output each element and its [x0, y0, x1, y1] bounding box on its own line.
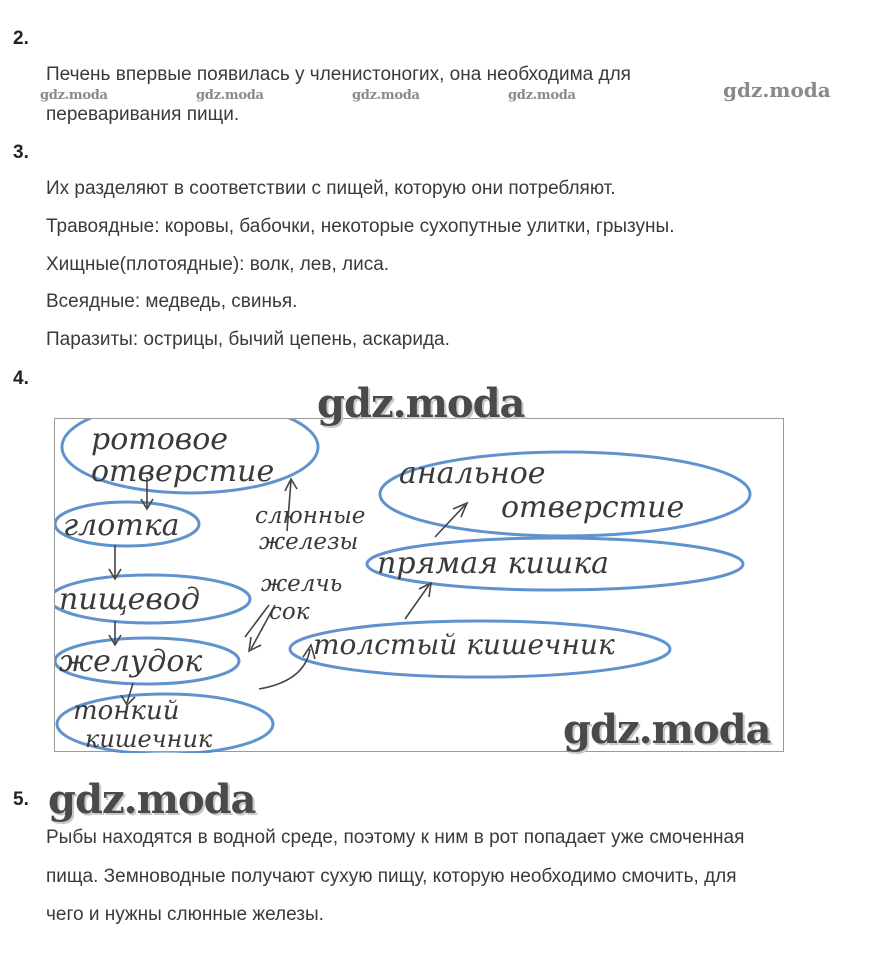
salivary-glands-label-2: железы [259, 529, 359, 555]
watermark: gdz.moda [352, 88, 420, 103]
watermark: gdz.moda [317, 380, 525, 427]
watermark: gdz.moda [40, 88, 108, 103]
task-3-number: 3. [13, 142, 29, 163]
watermark: gdz.moda [48, 776, 256, 823]
task-3-line: Травоядные: коровы, бабочки, некоторые сухопутные улитки, грызуны. [46, 216, 675, 237]
rectum-label: прямая кишка [377, 546, 610, 581]
task-2-number: 2. [13, 28, 29, 49]
task-5-number: 5. [13, 789, 29, 810]
bile-label: желчь [261, 571, 343, 597]
anus-label-2: отверстие [501, 490, 685, 525]
juice-label: сок [269, 599, 310, 625]
task-2-line-1: Печень впервые появилась у членистоногих, она необходима для [46, 64, 631, 85]
task-2-line-2: переваривания пищи. [46, 104, 240, 125]
task-5-line: Рыбы находятся в водной среде, поэтому к ним в рот попадает уже смоченная [46, 827, 745, 848]
anus-label-1: анальное [399, 456, 546, 491]
task-4-number: 4. [13, 368, 29, 389]
watermark: gdz.moda [563, 706, 771, 753]
task-3-line: Их разделяют в соответствии с пищей, которую они потребляют. [46, 178, 616, 199]
mouth-label-1: ротовое [91, 422, 229, 457]
small-intestine-label-1: тонкий [73, 696, 180, 726]
stomach-label: желудок [59, 644, 203, 679]
task-5-line: чего и нужны слюнные железы. [46, 904, 324, 925]
salivary-glands-label-1: слюнные [255, 503, 366, 529]
pharynx-label: глотка [63, 508, 180, 543]
esophagus-label: пищевод [59, 582, 200, 617]
mouth-label-2: отверстие [91, 454, 275, 489]
task-5-line: пища. Земноводные получают сухую пищу, которую необходимо смочить, для [46, 866, 737, 887]
task-3-line: Паразиты: острицы, бычий цепень, аскарида. [46, 329, 450, 350]
watermark: gdz.moda [508, 88, 576, 103]
task-3-line: Всеядные: медведь, свинья. [46, 291, 298, 312]
watermark: gdz.moda [723, 78, 831, 102]
large-intestine-label: толстый кишечник [313, 628, 615, 661]
small-intestine-label-2: кишечник [85, 725, 213, 753]
task-3-line: Хищные(плотоядные): волк, лев, лиса. [46, 254, 390, 275]
watermark: gdz.moda [196, 88, 264, 103]
digestive-system-diagram [54, 418, 784, 752]
